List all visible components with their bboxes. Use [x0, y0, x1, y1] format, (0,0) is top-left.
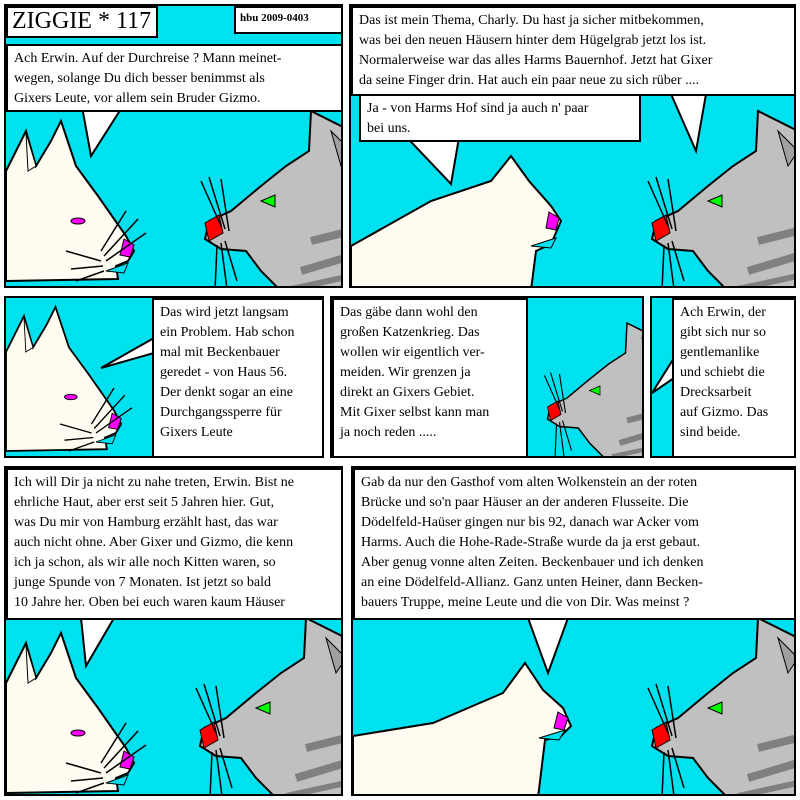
panel-5-caption: Ach Erwin, der gibt sich nur so gentlemanlike und schiebt die Drecksarbeit auf Gizmo. Das sind beide. [672, 298, 796, 458]
panel-3-caption: Das wird jetzt langsam ein Problem. Hab schon mal mit Beckenbauer geredet - von Haus 56. Der denkt sogar an eine Durchgangssperre für Gixers Leute [152, 298, 324, 458]
white-cat [6, 121, 146, 281]
comic-panel-6 [4, 466, 343, 796]
comic-panel-4 [330, 296, 644, 458]
comic-panel-5 [650, 296, 796, 458]
speech-tail [671, 94, 706, 151]
comic-panel-2 [349, 4, 796, 288]
speech-tail [81, 618, 114, 666]
comic-panel-3 [4, 296, 324, 458]
white-cat [6, 633, 146, 793]
gray-cat [648, 111, 796, 288]
speech-tail [528, 618, 568, 673]
comic-title: ZIGGIE * 117 [6, 6, 158, 38]
white-cat-back [351, 156, 561, 288]
panel-7-caption: Gab da nur den Gasthof vom alten Wolkenstein an der roten Brücke und so'n paar Häuser an der anderen Flusseite. Die Dödelfeld-Haüser gingen nur bis 92, danach war Acker vom Harms. Auch die Hohe-Rade-Straße wurde da ja erst gebaut. Aber genug vonne alten Zeiten. Beckenbauer und ich denken an eine Dödelfeld-Allianz. Ganz unten Heiner, dann Becken- bauers Truppe, meine Leute und die von Dir. Was meinst ? [353, 468, 796, 620]
panel-6-caption: Ich will Dir ja nicht zu nahe treten, Erwin. Bist ne ehrliche Haut, aber erst seit 5 Jahren hier. Gut, was Du mir von Hamburg erzählt hast, das war auch nicht ohne. Aber Gixer und Gizmo, die kenn ich ja schon, als wir alle noch Kitten waren, so junge Spunde von 7 Monaten. Ist jetzt so bald 10 Jahre her. Oben bei euch waren kaum Häuser [6, 468, 343, 620]
speech-tail [652, 358, 674, 393]
white-cat [6, 307, 132, 451]
panel-2-caption: Das ist mein Thema, Charly. Du hast ja sicher mitbekommen, was bei den neuen Häusern hinter dem Hügelgrab jetzt los ist. Normalerweise war das alles Harms Bauernhof. Jetzt hat Gixer da seine Finger drin. Hat auch ein paar neue zu sich rüber .... [351, 6, 796, 96]
speech-tail [101, 338, 154, 368]
panel-4-caption: Das gäbe dann wohl den großen Katzenkrieg. Das wollen wir eigentlich ver- meiden. Wir grenzen ja direkt an Gixers Gebiet. Mit Gixer selbst kann man ja noch reden ..... [332, 298, 528, 458]
panel-2-caption-reply: Ja - von Harms Hof sind ja auch n' paar bei uns. [359, 94, 641, 142]
comic-date: hbu 2009-0403 [234, 6, 343, 34]
comic-panel-7 [351, 466, 796, 796]
panel-1-caption: Ach Erwin. Auf der Durchreise ? Mann meinet- wegen, solange Du dich besser benimmst als Gixers Leute, vor allem sein Bruder Gizmo. [6, 44, 343, 112]
gray-cat [196, 618, 343, 796]
white-cat-back [353, 663, 571, 796]
gray-cat [545, 323, 645, 458]
gray-cat [648, 618, 796, 796]
comic-panel-1 [4, 4, 343, 288]
gray-cat [201, 111, 343, 288]
